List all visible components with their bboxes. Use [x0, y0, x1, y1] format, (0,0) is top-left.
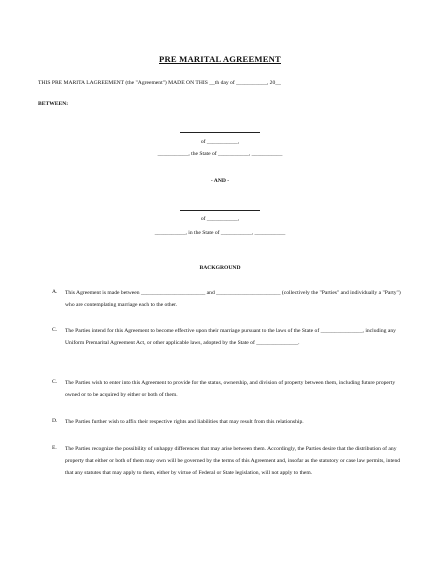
background-heading: BACKGROUND	[199, 265, 241, 271]
background-item: This Agreement is made between _______________________ and _______________________ (collectively the "Parties" and individually a "Party") who are contemplating marriage each to the other.	[65, 290, 401, 308]
party2-name-line	[180, 210, 260, 211]
item-letter: A.	[52, 289, 58, 295]
and-label: - AND -	[210, 178, 230, 184]
background-item: The Parties wish to enter into this Agreement to provide for the status, ownership, and division of property between them, including future property owned or to be acquired by either or both of them.	[65, 380, 396, 398]
document-title: PRE MARITAL AGREEMENT	[159, 54, 281, 64]
item-letter: D.	[52, 418, 58, 424]
item-letter: C.	[52, 327, 58, 333]
party2-state-line: ___________, in the State of ___________, ___________	[154, 230, 286, 236]
party1-name-line	[180, 132, 260, 133]
background-item: The Parties further wish to affix their respective rights and liabilities that may result from this relationship.	[65, 419, 304, 425]
background-item: The Parties intend for this Agreement to become effective upon their marriage pursuant to the laws of the State of _______________, including any Uniform Premarital Agreement Act, or other applicable laws, adopted by the State of _______________.	[65, 328, 396, 346]
background-item: The Parties recognize the possibility of unhappy differences that may arise between them. Accordingly, the Parties desire that the distribution of any property that either or both of them may own will be governed by the terms of this Agreement and, insofar as the statutory or case law permits, intend that any statutes that may apply to them, either by virtue of Federal or State legislation, will not apply to them.	[65, 446, 401, 476]
party2-of-line: of ___________,	[200, 216, 240, 222]
party1-of-line: of ___________,	[200, 139, 240, 145]
item-letter: E.	[52, 445, 57, 451]
intro-line: THIS PRE MARITA LAGREEMENT (the "Agreement") MADE ON THIS __th day of ___________, 20__	[38, 80, 281, 86]
party1-state-line: ___________, the State of ___________, ___________	[157, 151, 283, 157]
item-letter: C.	[52, 379, 58, 385]
between-label: BETWEEN:	[38, 101, 69, 107]
